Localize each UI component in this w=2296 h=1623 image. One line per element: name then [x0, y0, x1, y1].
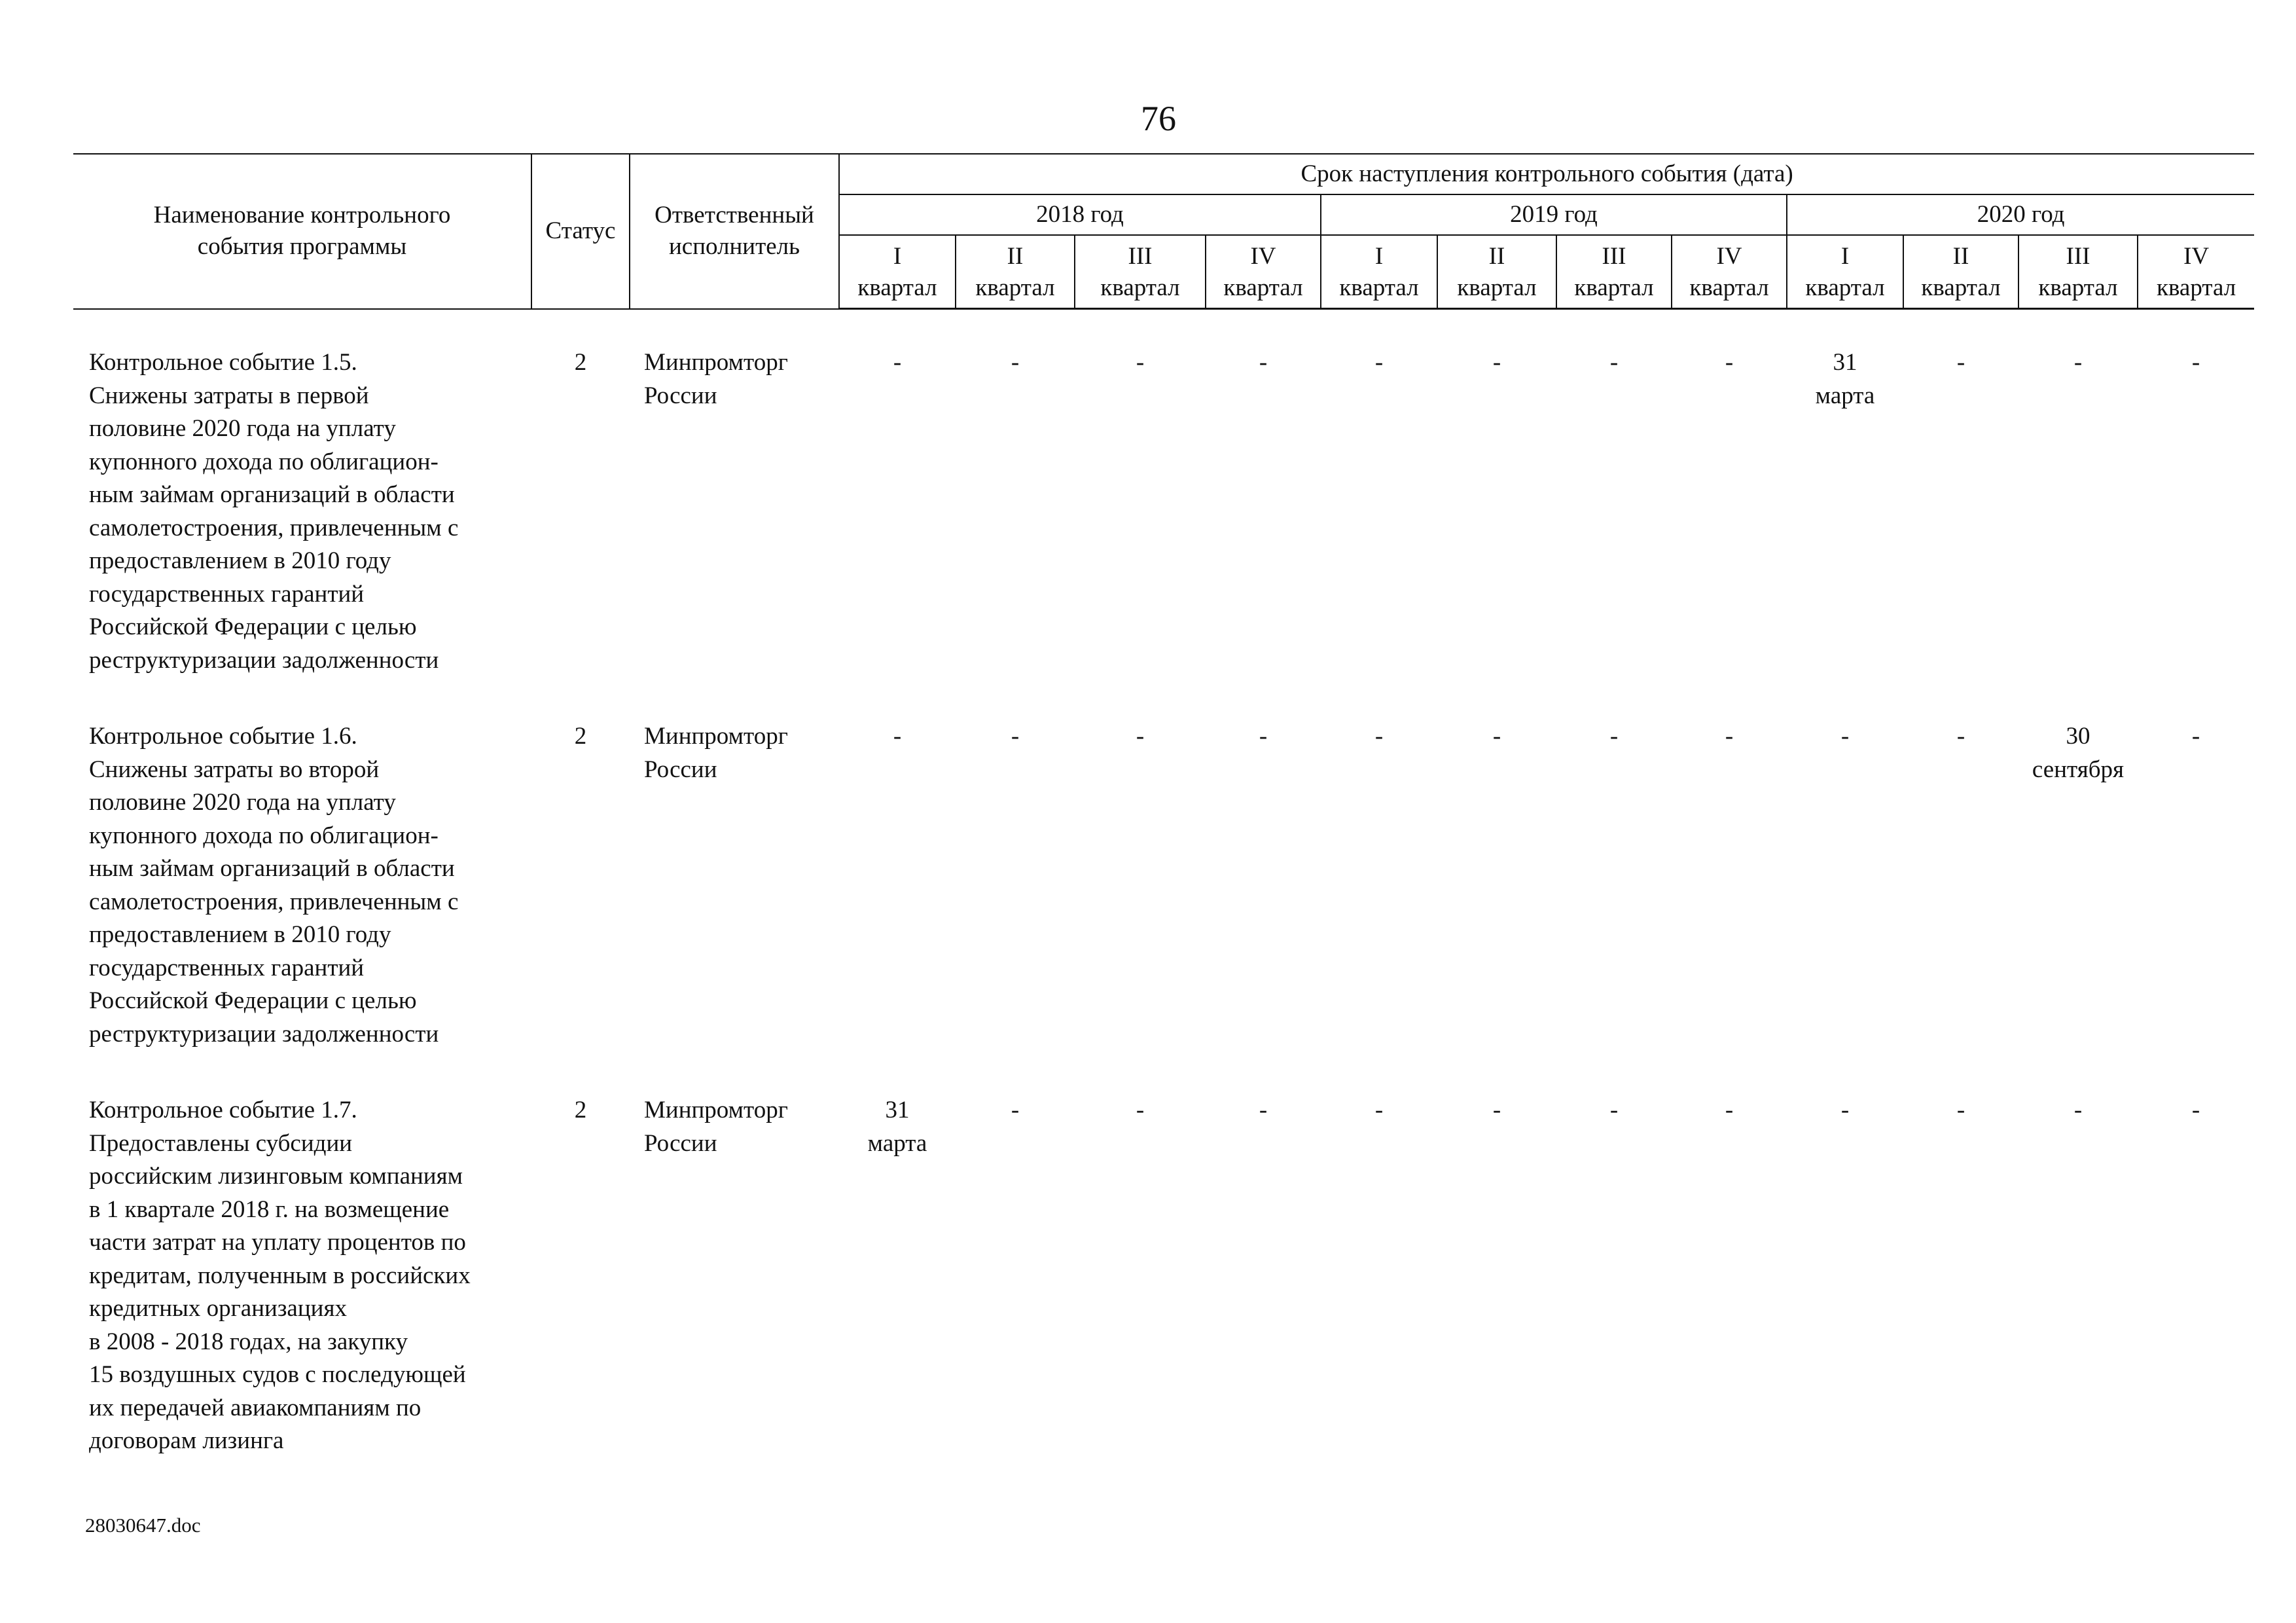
quarter-value-line: сентября: [2032, 756, 2125, 783]
event-name-line: их передачей авиакомпаниям по: [89, 1394, 422, 1421]
quarter-value-line: -: [1374, 349, 1384, 376]
executor-line: Минпромторг: [644, 1097, 788, 1123]
quarter-value-line: -: [1492, 349, 1501, 376]
quarter-numeral: II: [1007, 243, 1024, 270]
quarter-value: [2018, 720, 2138, 1051]
quarter-value: [1206, 346, 1321, 677]
executor-line: России: [644, 1129, 717, 1157]
quarter-header: [1437, 235, 1556, 309]
event-name-line: Снижены затраты в первой: [89, 382, 369, 409]
quarter-word: квартал: [1689, 274, 1769, 301]
executor-line: России: [644, 382, 717, 409]
quarter-value-line: -: [1609, 349, 1619, 376]
executor-line: Минпромторг: [644, 723, 788, 750]
quarter-value-line: -: [1840, 723, 1850, 750]
event-name-line: Предоставлены субсидии: [89, 1129, 353, 1157]
event-name-line: государственных гарантий: [89, 580, 365, 608]
event-name-line: Снижены затраты во второй: [89, 756, 380, 783]
event-name-line: Контрольное событие 1.5.: [89, 349, 357, 376]
event-name-line: в 1 квартале 2018 г. на возмещение: [89, 1195, 450, 1223]
quarter-header: [1672, 235, 1787, 309]
quarter-value-line: -: [2073, 349, 2083, 376]
event-name: [73, 720, 531, 1051]
page-number: 76: [1141, 99, 1176, 138]
event-name-line: российским лизинговым компаниям: [89, 1163, 463, 1190]
quarter-value-line: -: [2191, 1097, 2200, 1123]
event-name-line: самолетостроения, привлеченным с: [89, 514, 459, 541]
quarter-value-line: -: [1011, 1097, 1020, 1123]
quarter-value: [1556, 1094, 1672, 1458]
quarter-value-line: -: [1956, 349, 1965, 376]
quarter-header: [1321, 235, 1437, 309]
quarter-value: [1787, 720, 1903, 1051]
quarter-value-line: -: [1374, 723, 1384, 750]
event-name-line: в 2008 - 2018 годах, на закупку: [89, 1328, 408, 1355]
quarter-value: [1672, 346, 1787, 677]
year-header: 2019 год: [1321, 194, 1787, 235]
quarter-value: [956, 1094, 1075, 1458]
event-name-line: купонного дохода по облигацион-: [89, 822, 439, 849]
executor-line: Минпромторг: [644, 349, 788, 376]
quarter-word: квартал: [1574, 274, 1654, 301]
event-executor: [630, 346, 839, 677]
event-name: [73, 1094, 531, 1458]
quarter-word: квартал: [1339, 274, 1419, 301]
event-executor: [630, 1094, 839, 1458]
quarter-value-line: марта: [1815, 382, 1875, 409]
quarter-numeral: IV: [1716, 243, 1742, 270]
event-name-line: Контрольное событие 1.6.: [89, 723, 357, 750]
quarter-word: квартал: [975, 274, 1055, 301]
quarter-header: [1787, 235, 1903, 309]
quarter-value-line: -: [1011, 723, 1020, 750]
quarter-numeral: IV: [1250, 243, 1276, 270]
quarter-word: квартал: [857, 274, 937, 301]
event-name-line: Российской Федерации с целью: [89, 613, 417, 640]
quarter-value-line: -: [1011, 349, 1020, 376]
quarter-numeral: III: [2066, 243, 2090, 270]
quarter-value: [1437, 1094, 1556, 1458]
quarter-value: [1903, 720, 2018, 1051]
footer-filename: 28030647.doc: [85, 1514, 201, 1537]
quarter-value-line: -: [1956, 723, 1965, 750]
control-events-table: [73, 153, 2254, 1458]
quarter-value-line: -: [2191, 349, 2200, 376]
quarter-value-line: -: [1492, 1097, 1501, 1123]
quarter-value-line: 30: [2066, 723, 2090, 750]
quarter-value-line: -: [1492, 723, 1501, 750]
quarter-numeral: I: [893, 243, 902, 270]
quarter-value: [1903, 1094, 2018, 1458]
quarter-value: [1556, 346, 1672, 677]
quarter-numeral: I: [1840, 243, 1850, 270]
quarter-numeral: IV: [2183, 243, 2210, 270]
quarter-value: [1787, 1094, 1903, 1458]
event-name-line: 15 воздушных судов с последующей: [89, 1361, 466, 1388]
year-header: 2020 год: [1787, 194, 2254, 235]
header-name: Наименование контрольного события программы: [73, 154, 531, 309]
quarter-header: [1556, 235, 1672, 309]
quarter-value-line: -: [1725, 1097, 1734, 1123]
quarter-value-line: -: [1609, 723, 1619, 750]
quarter-value: [1556, 720, 1672, 1051]
year-header: 2018 год: [839, 194, 1321, 235]
event-name-line: кредитных организациях: [89, 1295, 347, 1322]
quarter-value-line: -: [893, 349, 902, 376]
quarter-word: квартал: [1457, 274, 1537, 301]
event-name-line: государственных гарантий: [89, 954, 365, 981]
quarter-value: [1206, 1094, 1321, 1458]
quarter-value: [1437, 346, 1556, 677]
quarter-value: [1672, 720, 1787, 1051]
quarter-value: [1321, 1094, 1437, 1458]
quarter-value: [1321, 346, 1437, 677]
event-name-line: реструктуризации задолженности: [89, 646, 439, 674]
event-name-line: договорам лизинга: [89, 1427, 284, 1454]
quarter-value-line: -: [1725, 723, 1734, 750]
quarter-numeral: II: [1488, 243, 1505, 270]
quarter-value-line: -: [1609, 1097, 1619, 1123]
quarter-value-line: марта: [867, 1129, 927, 1157]
event-row: [73, 1094, 2254, 1458]
quarter-value: [2138, 346, 2254, 677]
event-name-line: кредитам, полученным в российских: [89, 1262, 471, 1289]
quarter-word: квартал: [1223, 274, 1303, 301]
event-name-line: ным займам организаций в области: [89, 855, 455, 882]
executor-line: России: [644, 756, 717, 783]
quarter-value: [1206, 720, 1321, 1051]
quarter-value-line: 31: [1833, 349, 1857, 376]
quarter-word: квартал: [1805, 274, 1885, 301]
quarter-numeral: I: [1374, 243, 1384, 270]
quarter-value-line: -: [1840, 1097, 1850, 1123]
quarter-word: квартал: [1100, 274, 1180, 301]
quarter-value: [1321, 720, 1437, 1051]
quarter-value-line: -: [1259, 1097, 1268, 1123]
quarter-value: [839, 346, 956, 677]
event-name-line: предоставлением в 2010 году: [89, 547, 391, 574]
event-row: [73, 346, 2254, 677]
quarter-numeral: III: [1128, 243, 1153, 270]
event-name-line: реструктуризации задолженности: [89, 1020, 439, 1048]
event-executor: [630, 720, 839, 1051]
quarter-value-line: -: [1259, 349, 1268, 376]
header-status: Статус: [531, 154, 630, 309]
event-name-line: части затрат на уплату процентов по: [89, 1229, 466, 1256]
quarter-value: [2138, 720, 2254, 1051]
quarter-value: [1075, 720, 1206, 1051]
quarter-numeral: III: [1602, 243, 1626, 270]
quarter-value: [1075, 346, 1206, 677]
header-executor: Ответственный исполнитель: [630, 154, 839, 309]
quarter-value: [1672, 1094, 1787, 1458]
quarter-header: [1206, 235, 1321, 309]
event-name-line: Российской Федерации с целью: [89, 987, 417, 1014]
quarter-word: квартал: [1921, 274, 2001, 301]
quarter-value-line: -: [893, 723, 902, 750]
quarter-header: [2018, 235, 2138, 309]
quarter-value: [839, 1094, 956, 1458]
event-status: 2: [574, 349, 587, 376]
quarter-value-line: -: [1136, 1097, 1145, 1123]
quarter-value: [1787, 346, 1903, 677]
quarter-value-line: -: [1259, 723, 1268, 750]
quarter-value: [1437, 720, 1556, 1051]
event-status: 2: [574, 1097, 587, 1123]
event-name-line: Контрольное событие 1.7.: [89, 1097, 357, 1123]
quarter-value: [2018, 346, 2138, 677]
quarter-value: [956, 720, 1075, 1051]
event-name-line: половине 2020 года на уплату: [89, 415, 396, 442]
quarter-word: квартал: [2038, 274, 2118, 301]
quarter-value-line: -: [2073, 1097, 2083, 1123]
quarter-value: [2018, 1094, 2138, 1458]
header-deadline: Срок наступления контрольного события (дата): [839, 154, 2254, 194]
quarter-value: [956, 346, 1075, 677]
quarter-numeral: II: [1952, 243, 1969, 270]
quarter-value-line: 31: [885, 1097, 910, 1123]
quarter-value-line: -: [1374, 1097, 1384, 1123]
quarter-value-line: -: [1725, 349, 1734, 376]
quarter-value: [1075, 1094, 1206, 1458]
event-name-line: самолетостроения, привлеченным с: [89, 888, 459, 915]
event-name: [73, 346, 531, 677]
quarter-header: [2138, 235, 2254, 309]
event-status: 2: [574, 723, 587, 750]
quarter-header: [1903, 235, 2018, 309]
quarter-value-line: -: [1136, 349, 1145, 376]
quarter-word: квартал: [2156, 274, 2236, 301]
event-row: [73, 720, 2254, 1051]
event-name-line: купонного дохода по облигацион-: [89, 448, 439, 475]
quarter-value: [2138, 1094, 2254, 1458]
quarter-header: [839, 235, 956, 309]
event-name-line: ным займам организаций в области: [89, 481, 455, 508]
quarter-header: [1075, 235, 1206, 309]
quarter-value: [1903, 346, 2018, 677]
event-name-line: половине 2020 года на уплату: [89, 789, 396, 816]
event-name-line: предоставлением в 2010 году: [89, 921, 391, 948]
quarter-value: [839, 720, 956, 1051]
quarter-value-line: -: [1136, 723, 1145, 750]
quarter-value-line: -: [2191, 723, 2200, 750]
quarter-header: [956, 235, 1075, 309]
quarter-value-line: -: [1956, 1097, 1965, 1123]
